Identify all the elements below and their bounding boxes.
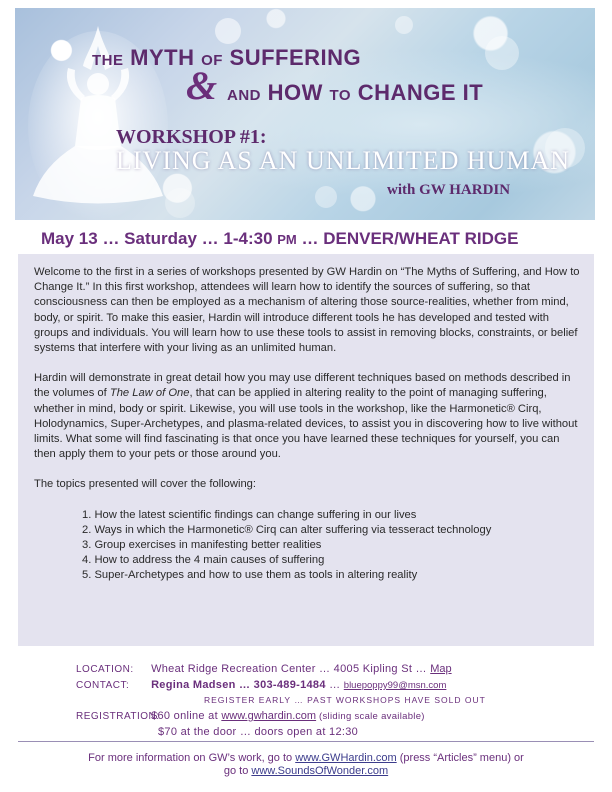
workshop-number: WORKSHOP #1: [116, 126, 267, 148]
contact-email-link[interactable]: bluepoppy99@msn.com [343, 680, 447, 691]
separator: … [301, 229, 319, 248]
registration-link[interactable]: www.gwhardin.com [221, 710, 317, 722]
contact-name: Regina Madsen … 303-489-1484 [151, 679, 326, 691]
separator: … [201, 229, 219, 248]
list-item: 2. Ways in which the Harmonetic® Cirq can alter suffering via tesseract technology [82, 523, 492, 536]
book-title: The Law of One [109, 387, 190, 400]
door-price-row [158, 726, 358, 738]
presenter-name: with GW HARDIN [387, 182, 511, 198]
soundsofwonder-link[interactable]: www.SoundsOfWonder.com [251, 765, 389, 777]
map-link[interactable]: Map [430, 663, 452, 675]
location-value: Wheat Ridge Recreation Center … 4005 Kipling St … [151, 663, 431, 675]
list-item: 5. Super-Archetypes and how to use them as tools in altering reality [82, 569, 418, 582]
event-location: DENVER/WHEAT RIDGE [323, 229, 519, 248]
topics-list [34, 508, 582, 584]
topics-intro: The topics presented will cover the following: [34, 478, 256, 491]
footer [40, 752, 572, 778]
register-early-notice: REGISTER EARLY … PAST WORKSHOPS HAVE SOLD OUT [204, 695, 486, 705]
location-row [76, 663, 452, 675]
intro-paragraph: Welcome to the first in a series of workshops presented by GW Hardin on “The Myths of Suffering, and How to Change It.” In this first workshop, attendees will learn how to identify the sources of suffering, so that consciousness can then be employed as a mechanism of altering those source-realities, whether from mind, body, or spirit. To make this easier, Hardin will introduce different tools he has developed and tested with groups and individuals. You will learn how to use these tools to assist in removing blocks, constraints, or belief systems that interfere with your living as an unlimited human. [34, 266, 580, 355]
event-date-line [41, 229, 581, 249]
description-text [34, 265, 582, 584]
workshop-subtitle: LIVING AS AN UNLIMITED HUMAN [116, 146, 571, 175]
gwhardin-link[interactable]: www.GWHardin.com [295, 752, 397, 764]
title-line-2: AND HOW TO CHANGE IT [227, 80, 484, 105]
list-item: 1. How the latest scientific findings can change suffering in our lives [82, 508, 417, 521]
title-ampersand: & [186, 63, 218, 108]
list-item: 4. How to address the 4 main causes of suffering [82, 554, 325, 567]
separator: … [325, 679, 344, 691]
registration-row [76, 710, 425, 722]
event-time-suffix: PM [277, 232, 297, 247]
footer-line-2: go to www.SoundsOfWonder.com [223, 765, 389, 777]
location-label: LOCATION: [76, 664, 134, 675]
list-item: 3. Group exercises in manifesting better realities [82, 539, 322, 552]
event-date: May 13 [41, 229, 98, 248]
title-line-1: THE MYTH OF SUFFERING [92, 45, 362, 70]
divider [18, 741, 594, 742]
online-price: $60 online at [151, 710, 222, 722]
header-banner [15, 8, 595, 220]
footer-line-1: For more information on GW’s work, go to www.GWHardin.com (press “Articles” menu) or [88, 752, 524, 764]
door-price: $70 at the door … doors open at 12:30 [158, 726, 359, 738]
event-time: 1-4:30 [223, 229, 273, 248]
demonstration-paragraph: Hardin will demonstrate in great detail how you may use different techniques based on methods described in the volumes of The Law of One, that can be applied in altering reality to the point of managing suffering, whether in mind, body or spirit. Likewise, you will use tools in the workshop, like the Harmonetic® Cirq, Holodynamics, Super-Archetypes, and plasma-related devices, to assist you in discovering how to live without limits. What some will find fascinating is that once you have learned these techniques for yourself, you can then apply them to your pets or those around you. [34, 372, 578, 461]
contact-label: CONTACT: [76, 680, 130, 691]
event-day: Saturday [124, 229, 197, 248]
sliding-scale-note: (sliding scale available) [316, 711, 425, 722]
contact-row [76, 679, 446, 691]
registration-label: REGISTRATION: [76, 711, 160, 722]
separator: … [102, 229, 120, 248]
